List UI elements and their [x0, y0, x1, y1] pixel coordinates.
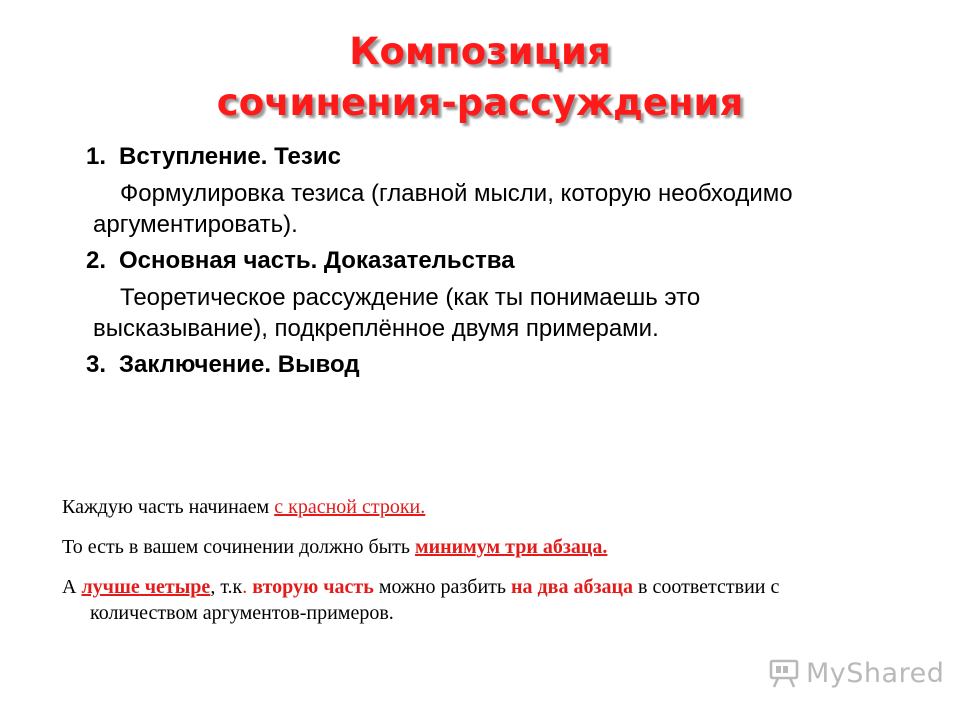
note-min-paragraphs — [62, 534, 862, 560]
outline-heading-text-3: Заключение. Вывод — [119, 351, 360, 378]
composition-outline — [86, 140, 846, 382]
note-four-middle-2: можно разбить — [373, 576, 512, 598]
outline-heading-text-1: Вступление. Тезис — [119, 143, 341, 170]
slide-title — [0, 26, 960, 128]
outline-number-2: 2. — [86, 247, 107, 274]
outline-heading-2 — [86, 244, 846, 278]
outline-description-2: Теоретическое рассуждение (как ты понимаешь это высказывание), подкреплённое двумя примерами. — [93, 284, 701, 342]
notes-block — [62, 494, 862, 640]
outline-description-1: Формулировка тезиса (главной мысли, которую необходимо аргументировать). — [93, 180, 793, 238]
outline-heading-text-2: Основная часть. Доказательства — [119, 247, 515, 274]
presentation-board-icon — [768, 657, 800, 689]
note-four-paragraphs — [62, 574, 862, 626]
slide-title-line-2: сочинения-рассуждения — [216, 81, 744, 124]
watermark-logo — [768, 656, 944, 690]
note-four-middle-1: , т.к — [210, 576, 243, 598]
outline-number-1: 1. — [86, 143, 107, 170]
outline-heading-1 — [86, 140, 846, 174]
note-red-line — [62, 494, 862, 520]
watermark-text: MyShared — [806, 657, 945, 689]
note-four-highlight-two-paragraphs: на два абзаца — [511, 576, 634, 598]
note-min-paragraphs-text: То есть в вашем сочинении должно быть — [62, 536, 415, 558]
outline-heading-3 — [86, 348, 846, 382]
note-red-line-highlight: с красной строки. — [274, 496, 426, 518]
note-red-line-text: Каждую часть начинаем — [62, 496, 275, 518]
note-four-highlight-second-part: вторую часть — [252, 576, 374, 598]
slide-title-line-1: Композиция — [349, 30, 611, 73]
note-four-end: в соответствии с количеством аргументов-примеров. — [90, 576, 780, 624]
note-min-paragraphs-highlight: минимум три абзаца. — [414, 536, 608, 558]
outline-number-3: 3. — [86, 351, 107, 378]
note-four-start: А — [62, 576, 82, 598]
note-four-dot: . — [242, 576, 248, 598]
note-four-highlight-better: лучше четыре — [81, 576, 211, 598]
